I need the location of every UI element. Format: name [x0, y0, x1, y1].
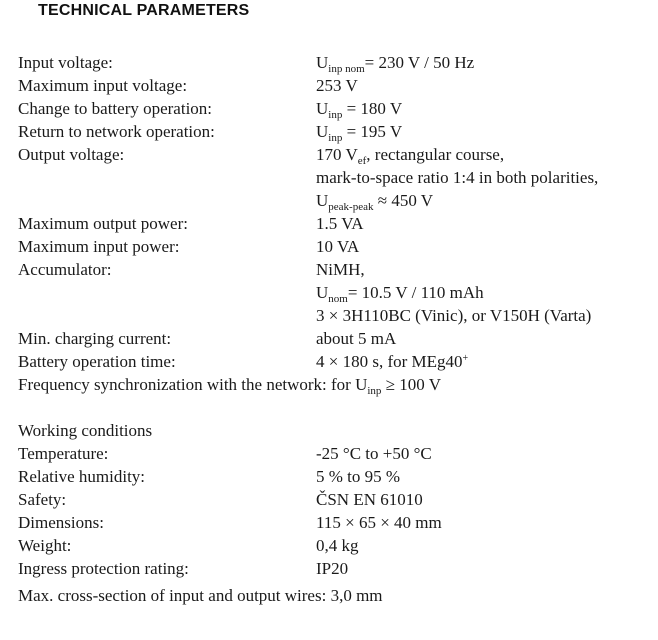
value-relative-humidity: 5 % to 95 %: [316, 467, 401, 486]
value-max-input-power: 10 VA: [316, 237, 360, 256]
label-input-voltage: Input voltage:: [18, 53, 113, 72]
value-accumulator: NiMH,: [316, 260, 365, 279]
label-temperature: Temperature:: [18, 444, 109, 463]
value-freq-sync: for $U_{inp} \ge 100$ V: [331, 375, 441, 397]
row-min-charging-current: [0, 329, 658, 352]
value-max-output-power: 1.5 VA: [316, 214, 364, 233]
value-output-voltage-line2: mark-to-space ratio 1:4 in both polarities,: [316, 168, 599, 187]
row-return-to-network: [0, 122, 658, 145]
label-output-voltage: Output voltage:: [18, 145, 125, 164]
row-weight: [0, 536, 658, 559]
row-temperature: [0, 444, 658, 467]
row-accumulator: [0, 260, 658, 283]
row-battery-operation-time: [0, 352, 658, 375]
row-relative-humidity: [0, 467, 658, 490]
label-max-input-power: Maximum input power:: [18, 237, 180, 256]
value-max-cross-section: 3,0 mm: [330, 586, 383, 605]
value-accumulator-line2: $U_{nom}= 10.5$ V / 110 mAh: [316, 283, 484, 305]
label-max-cross-section: Max. cross-section of input and output wires: 3,0 mm: [18, 586, 383, 605]
row-input-voltage: [0, 53, 658, 76]
row-max-output-power: [0, 214, 658, 237]
value-battery-operation-time: 4 × 180 s, for MEg40+: [316, 352, 469, 371]
label-relative-humidity: Relative humidity:: [18, 467, 146, 486]
row-output-voltage-3: [0, 191, 658, 214]
value-input-voltage: $U_{inp nom}= 230$ V / 50 Hz: [316, 53, 475, 75]
label-dimensions: Dimensions:: [18, 513, 104, 532]
row-ingress-protection: [0, 559, 658, 582]
row-max-cross-section: [0, 586, 658, 609]
row-max-input-voltage: [0, 76, 658, 99]
value-return-to-network: $U_{inp} = 195$ V: [316, 122, 403, 144]
row-safety: [0, 490, 658, 513]
row-accumulator-2: [0, 283, 658, 306]
value-output-voltage: 170 $V_{ef}$, rectangular course,: [316, 145, 505, 167]
row-max-input-power: [0, 237, 658, 260]
section-working-conditions: [0, 421, 658, 444]
value-dimensions: 115 × 65 × 40 mm: [316, 513, 442, 532]
row-dimensions: [0, 513, 658, 536]
value-change-to-battery: $U_{inp} = 180$ V: [316, 99, 403, 121]
label-freq-sync: Frequency synchronization with the network: for $U_{inp} \ge 100$ V: [18, 375, 441, 397]
value-max-input-voltage: 253 V: [316, 76, 358, 95]
row-accumulator-3: [0, 306, 658, 329]
value-min-charging-current: about 5 mA: [316, 329, 397, 348]
label-working-conditions: Working conditions: [18, 421, 153, 440]
row-change-to-battery: [0, 99, 658, 122]
value-weight: 0,4 kg: [316, 536, 359, 555]
value-temperature: -25 °C to +50 °C: [316, 444, 432, 463]
label-safety: Safety:: [18, 490, 67, 509]
label-min-charging-current: Min. charging current:: [18, 329, 172, 348]
label-max-input-voltage: Maximum input voltage:: [18, 76, 188, 95]
row-output-voltage-2: [0, 168, 658, 191]
value-ingress-protection: IP20: [316, 559, 349, 578]
label-battery-operation-time: Battery operation time:: [18, 352, 176, 371]
value-output-voltage-line3: $U_{peak-peak} \approx 450$ V: [316, 191, 434, 213]
row-output-voltage: [0, 145, 658, 168]
label-return-to-network: Return to network operation:: [18, 122, 215, 141]
label-accumulator: Accumulator:: [18, 260, 112, 279]
row-freq-sync: [0, 375, 658, 398]
page-heading: TECHNICAL PARAMETERS: [38, 2, 250, 19]
label-change-to-battery: Change to battery operation:: [18, 99, 213, 118]
label-ingress-protection: Ingress protection rating:: [18, 559, 189, 578]
label-max-output-power: Maximum output power:: [18, 214, 188, 233]
label-weight: Weight:: [18, 536, 72, 555]
value-accumulator-line3: 3 × 3H110BC (Vinic), or V150H (Varta): [316, 306, 592, 325]
value-safety: ČSN EN 61010: [316, 490, 423, 509]
